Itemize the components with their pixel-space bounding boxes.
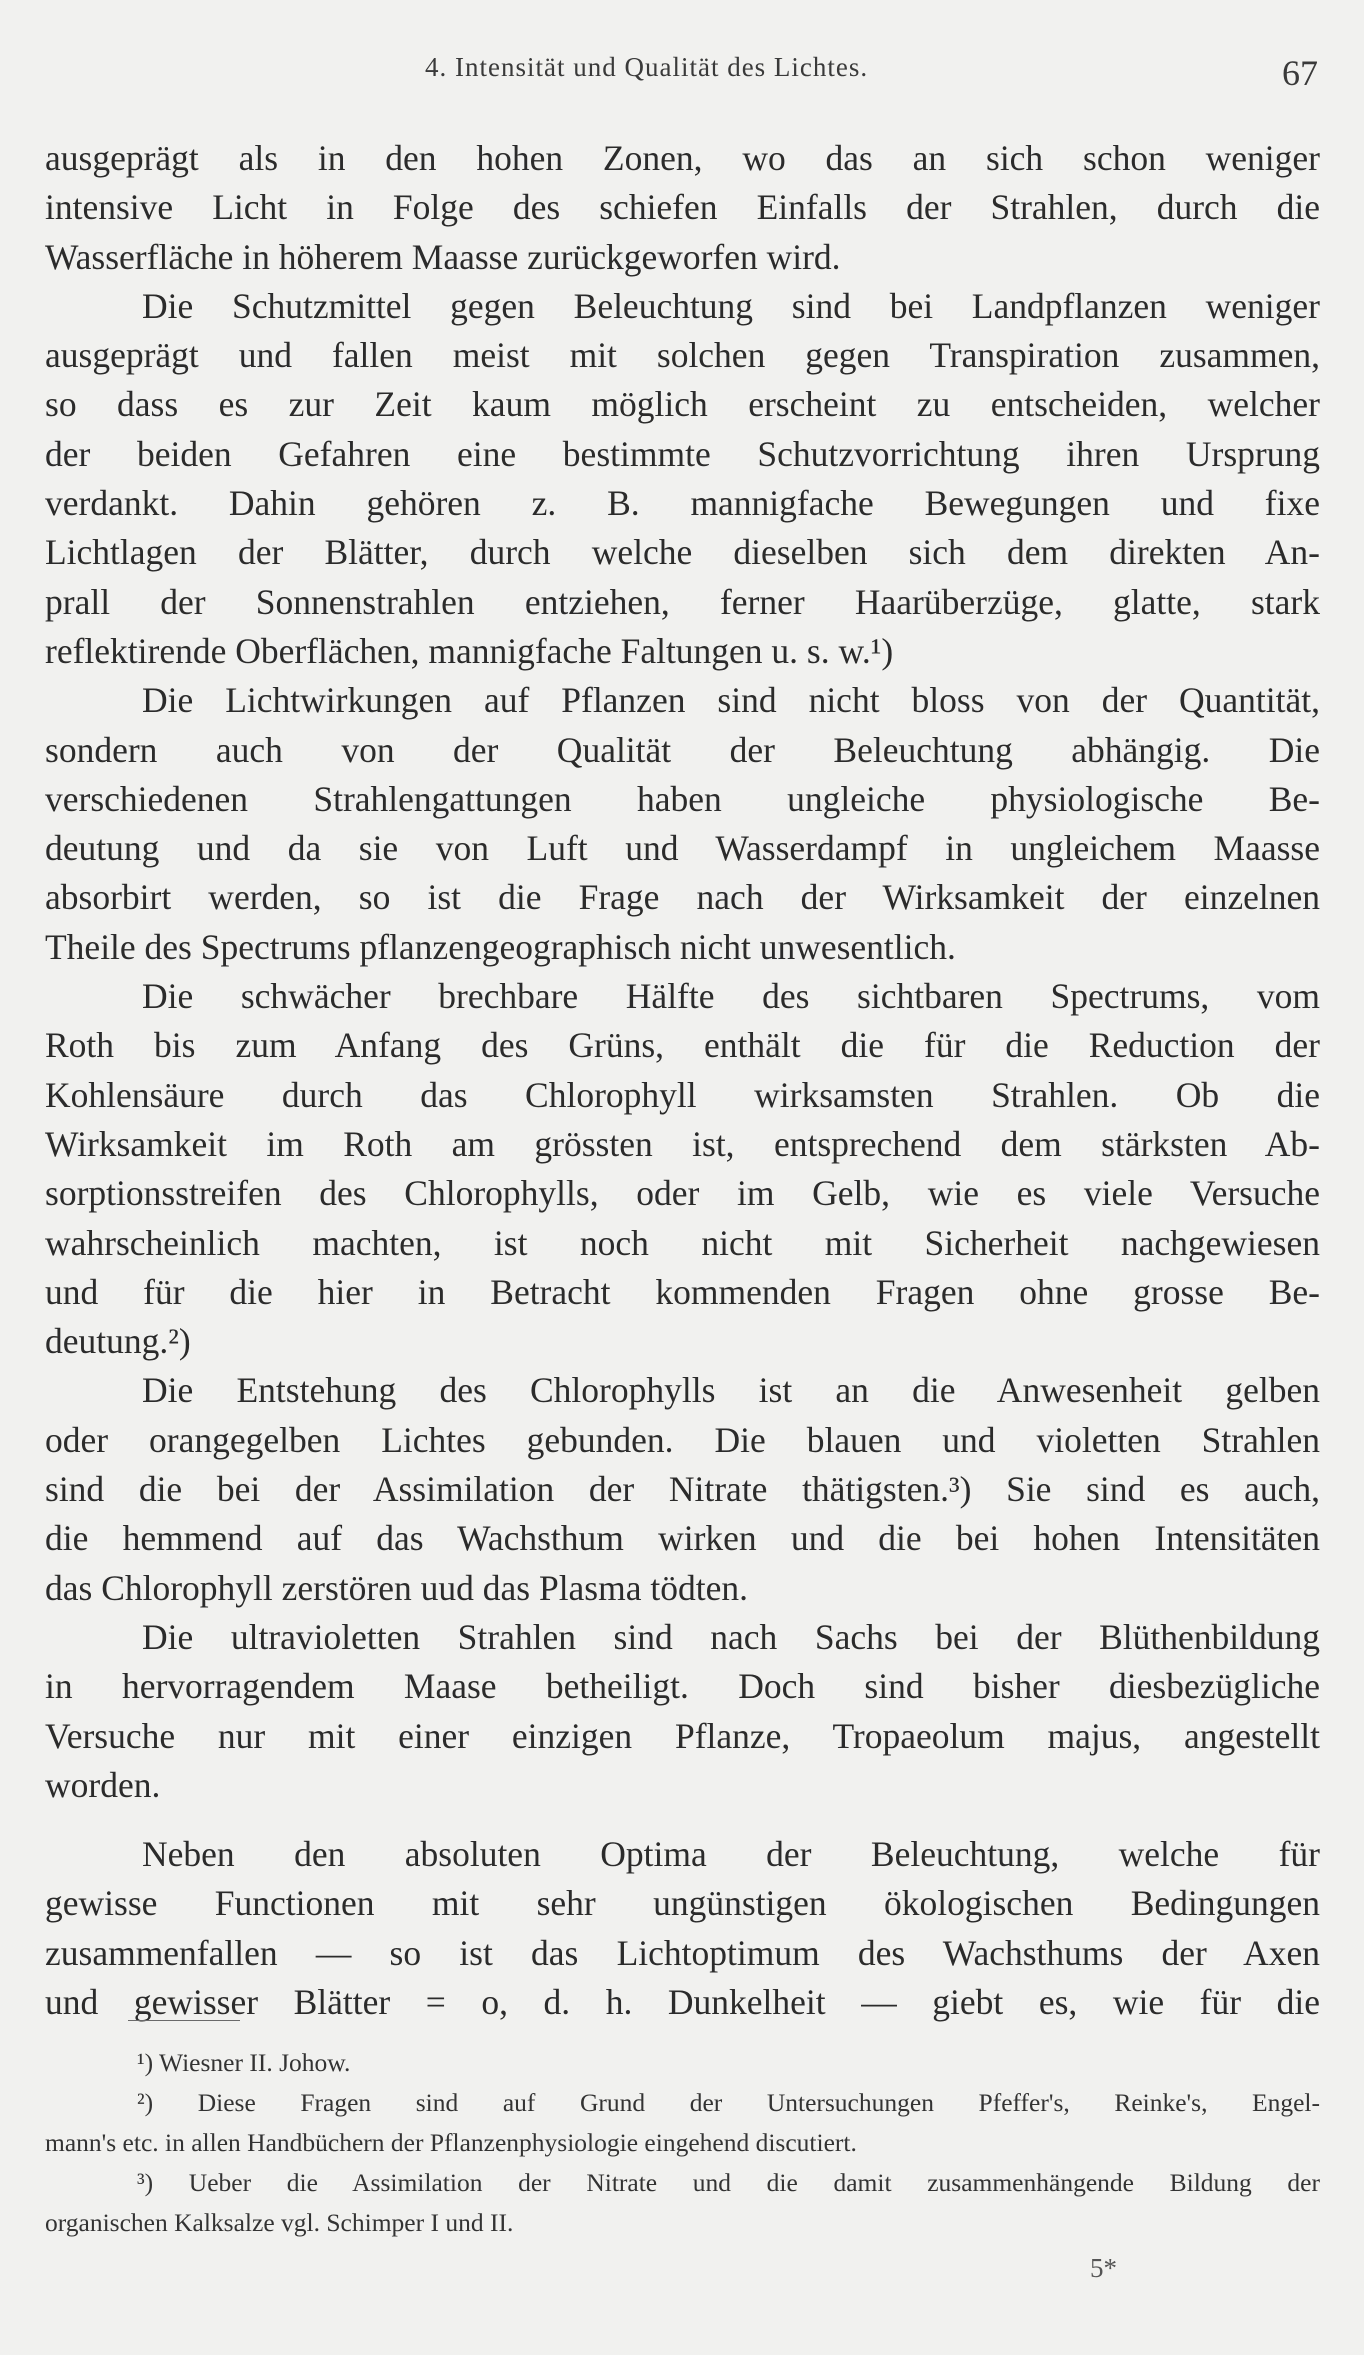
text-line: Die Schutzmittel gegen Beleuchtung sind bei Landpflanzen weniger (142, 285, 1320, 326)
text-line: Neben den absoluten Optima der Beleuchtung, welche für (142, 1834, 1320, 1875)
footnote-line: mann's etc. in allen Handbüchern der Pflanzenphysiologie eingehend discutiert. (45, 2128, 857, 2157)
text-line: das Chlorophyll zerstören uud das Plasma tödten. (45, 1567, 748, 1608)
text-line: deutung.²) (45, 1321, 191, 1362)
text-line: deutung und da sie von Luft und Wasserdampf in ungleichem Maasse (45, 828, 1320, 869)
text-line: sorptionsstreifen des Chlorophylls, oder im Gelb, wie es viele Versuche (45, 1173, 1320, 1214)
text-line: oder orangegelben Lichtes gebunden. Die blauen und violetten Strahlen (45, 1419, 1320, 1460)
text-line: verschiedenen Strahlengattungen haben ungleiche physiologische Be- (45, 778, 1320, 819)
text-line: Versuche nur mit einer einzigen Pflanze, Tropaeolum majus, angestellt (45, 1715, 1320, 1756)
footnote-line: organischen Kalksalze vgl. Schimper I und II. (45, 2208, 514, 2237)
text-line: und für die hier in Betracht kommenden Fragen ohne grosse Be- (45, 1271, 1320, 1312)
text-line: Theile des Spectrums pflanzengeographisch nicht unwesentlich. (45, 926, 956, 967)
text-line: und gewisser Blätter = o, d. h. Dunkelheit — giebt es, wie für die (45, 1981, 1320, 2022)
text-line: intensive Licht in Folge des schiefen Einfalls der Strahlen, durch die (45, 187, 1320, 228)
text-line: Die Entstehung des Chlorophylls ist an die Anwesenheit gelben (142, 1370, 1320, 1411)
text-line: gewisse Functionen mit sehr ungünstigen ökologischen Bedingungen (45, 1883, 1320, 1924)
text-line: die hemmend auf das Wachsthum wirken und die bei hohen Intensitäten (45, 1518, 1320, 1559)
text-line: Wirksamkeit im Roth am grössten ist, entsprechend dem stärksten Ab- (45, 1123, 1320, 1164)
text-line: verdankt. Dahin gehören z. B. mannigfache Bewegungen und fixe (45, 483, 1320, 524)
running-head: 4. Intensität und Qualität des Lichtes. (425, 52, 869, 82)
text-line: so dass es zur Zeit kaum möglich erscheint zu entscheiden, welcher (45, 384, 1320, 425)
text-line: in hervorragendem Maase betheiligt. Doch sind bisher diesbezügliche (45, 1666, 1320, 1707)
text-line: Kohlensäure durch das Chlorophyll wirksamsten Strahlen. Ob die (45, 1074, 1320, 1115)
text-line: Die schwächer brechbare Hälfte des sichtbaren Spectrums, vom (142, 976, 1320, 1017)
text-line: der beiden Gefahren eine bestimmte Schutzvorrichtung ihren Ursprung (45, 433, 1320, 474)
text-line: absorbirt werden, so ist die Frage nach der Wirksamkeit der einzelnen (45, 877, 1320, 918)
footnote-line: ²) Diese Fragen sind auf Grund der Untersuchungen Pfeffer's, Reinke's, Engel- (137, 2088, 1320, 2117)
signature-mark: 5* (1090, 2253, 1117, 2283)
text-line: Die Lichtwirkungen auf Pflanzen sind nicht bloss von der Quantität, (142, 680, 1320, 721)
text-line: zusammenfallen — so ist das Lichtoptimum des Wachsthums der Axen (45, 1932, 1320, 1973)
text-line: wahrscheinlich machten, ist noch nicht mit Sicherheit nachgewiesen (45, 1222, 1320, 1263)
text-line: prall der Sonnenstrahlen entziehen, ferner Haarüberzüge, glatte, stark (45, 581, 1320, 622)
text-line: Lichtlagen der Blätter, durch welche dieselben sich dem direkten An- (45, 532, 1320, 573)
text-line: worden. (45, 1764, 161, 1805)
body-text (45, 134, 1320, 2027)
footnote-line: ¹) Wiesner II. Johow. (137, 2048, 351, 2077)
paragraph-gap (45, 1810, 1320, 1830)
footnote-line: ³) Ueber die Assimilation der Nitrate und die damit zusammenhängende Bildung der (137, 2168, 1320, 2197)
text-line: reflektirende Oberflächen, mannigfache Faltungen u. s. w.¹) (45, 630, 894, 671)
text-line: sind die bei der Assimilation der Nitrate thätigsten.³) Sie sind es auch, (45, 1469, 1320, 1510)
text-line: ausgeprägt und fallen meist mit solchen gegen Transpiration zusammen, (45, 335, 1320, 376)
page-number: 67 (1282, 53, 1318, 93)
text-line: ausgeprägt als in den hohen Zonen, wo das an sich schon weniger (45, 138, 1320, 178)
footnote-rule (128, 2020, 240, 2021)
text-line: sondern auch von der Qualität der Beleuchtung abhängig. Die (45, 729, 1320, 770)
text-line: Die ultravioletten Strahlen sind nach Sachs bei der Blüthenbildung (142, 1616, 1320, 1657)
text-line: Wasserfläche in höherem Maasse zurückgeworfen wird. (45, 236, 841, 277)
footnotes (45, 2043, 1320, 2243)
text-line: Roth bis zum Anfang des Grüns, enthält die für die Reduction der (45, 1025, 1320, 1066)
